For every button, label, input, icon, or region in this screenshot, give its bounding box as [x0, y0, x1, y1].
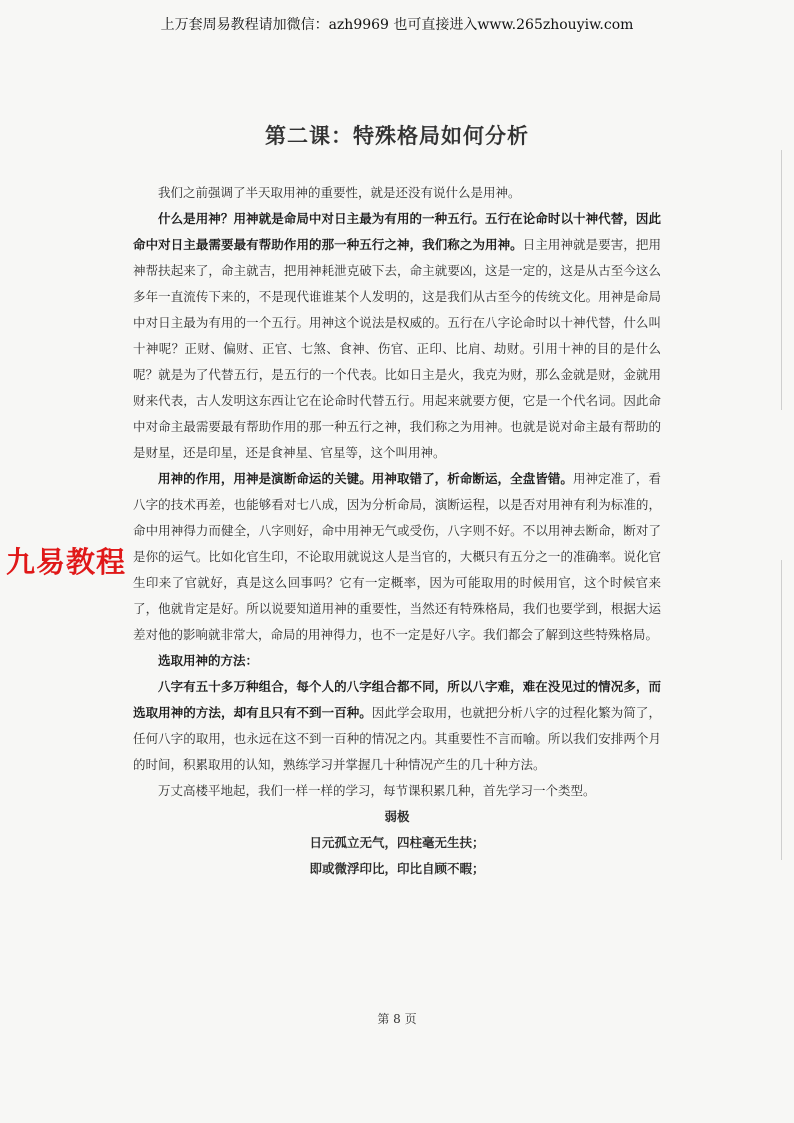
verse-line-1: 日元孤立无气，四柱毫无生扶； [309, 835, 485, 850]
page-number: 第 8 页 [377, 1012, 417, 1026]
paragraph-text: 因此学会取用，也就把分析八字的过程化繁为简了，任何八字的取用，也永远在这不到一百种的情况之内。其重要性不言而喻。所以我们安排两个月的时间，积累取用的认知，熟练学习并掌握几十种情况产生的几十种方法。 [133, 705, 661, 772]
body-text [133, 180, 661, 882]
paragraph-what-is-yongshen [133, 206, 661, 466]
section-heading: 选取用神的方法： [158, 653, 259, 668]
scan-edge-line [781, 150, 782, 410]
watermark-logo: 九易教程 [6, 545, 127, 579]
paragraph-methods [133, 674, 661, 778]
paragraph-text: 用神定准了，看八字的技术再差，也能够看对七八成，因为分析命局，演断运程，以是否对用神有利为标准的，命中用神得力而健全，八字则好，命中用神无气或受伤，八字则不好。不以用神去断命，断对了是你的运气。比如化官生印，不论取用就说这人是当官的，大概只有五分之一的准确率。说化官生印来了官就好，真是这么回事吗？它有一定概率，因为可能取用的时候用官，这个时候官来了，他就肯定是好。所以说要知道用神的重要性，当然还有特殊格局，我们也要学到，根据大运差对他的影响就非常大，命局的用神得力，也不一定是好八字。我们都会了解到这些特殊格局。 [133, 471, 661, 642]
verse-title: 弱极 [384, 809, 410, 824]
scan-edge-line [781, 560, 782, 860]
bold-role: 用神的作用，用神是演断命运的关键。用神取错了，析命断运，全盘皆错。 [158, 471, 574, 486]
bold-methods: 八字有五十多万种组合，每个人的八字组合都不同，所以八字难，难在没见过的情况多，而选取用神的方法，却有且只有不到一百种。 [133, 679, 661, 720]
paragraph-yongshen-role [133, 466, 661, 648]
intro-paragraph: 我们之前强调了半天取用神的重要性，就是还没有说什么是用神。 [158, 185, 521, 200]
verse-line-2: 即或微浮印比，印比自顾不暇； [309, 861, 485, 876]
bold-definition: 什么是用神？用神就是命局中对日主最为有用的一种五行。五行在论命时以十神代替，因此命中对日主最需要最有帮助作用的那一种五行之神，我们称之为用神。 [133, 211, 661, 252]
closing-paragraph: 万丈高楼平地起，我们一样一样的学习，每节课积累几种，首先学习一个类型。 [158, 783, 596, 798]
page-title: 第二课：特殊格局如何分析 [265, 124, 529, 148]
paragraph-text: 日主用神就是要害，把用神帮扶起来了，命主就吉，把用神耗泄克破下去，命主就要凶，这是一定的，这是从古至今这么多年一直流传下来的，不是现代谁谁某个人发明的，这是我们从古至今的传统文化。用神是命局中对日主最为有用的一个五行。用神这个说法是权威的。五行在八字论命时以十神代替，什么叫十神呢？正财、偏财、正官、七煞、食神、伤官、正印、比肩、劫财。引用十神的目的是什么呢？就是为了代替五行，是五行的一个代表。比如日主是火，我克为财，那么金就是财，金就用财来代表，古人发明这东西让它在论命时代替五行。用起来就要方便，它是一个代名词。因此命中对命主最需要最有帮助作用的那一种五行之神，我们称之为用神。也就是说对命主最有帮助的是财星，还是印星，还是食神星、官星等，这个叫用神。 [133, 237, 661, 460]
header-note: 上万套周易教程请加微信：azh9969 也可直接进入www.265zhouyiw.com [160, 17, 634, 33]
